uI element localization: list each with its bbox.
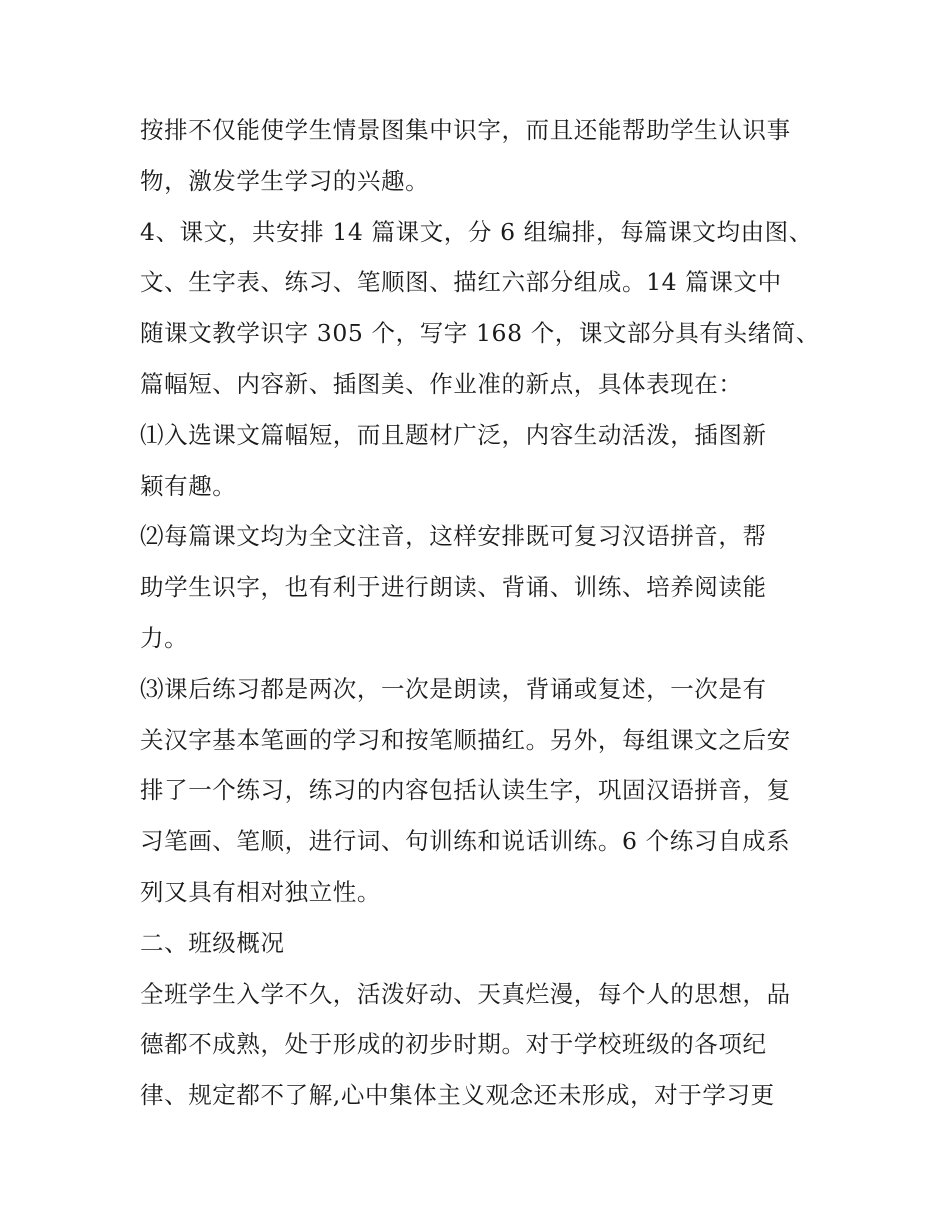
text-line: 排了一个练习，练习的内容包括认读生字，巩固汉语拼音，复 xyxy=(140,776,791,805)
text-line: 随课文教学识字 305 个，写字 168 个，课文部分具有头绪简、 xyxy=(140,319,820,348)
text-line: 颖有趣。 xyxy=(140,471,237,500)
text-line: ⑵每篇课文均为全文注音，这样安排既可复习汉语拼音，帮 xyxy=(140,522,767,551)
paragraph-texts-overview xyxy=(140,207,820,410)
text-line: 按排不仅能使学生情景图集中识字，而且还能帮助学生认识事 xyxy=(140,116,791,144)
text-line: 力。 xyxy=(140,623,189,652)
text-line: 4、课文，共安排 14 篇课文，分 6 组编排，每篇课文均由图、 xyxy=(140,217,813,246)
text-line: 篇幅短、内容新、插图美、作业准的新点，具体表现在： xyxy=(140,369,743,398)
text-line: ⑴入选课文篇幅短，而且题材广泛，内容生动活泼，插图新 xyxy=(140,420,767,449)
paragraph-item-3 xyxy=(140,664,815,918)
text-line: 助学生识字，也有利于进行朗读、背诵、训练、培养阅读能 xyxy=(140,573,767,602)
paragraph-class-overview xyxy=(140,969,815,1121)
document-page xyxy=(140,105,820,1121)
text-line: 物，激发学生学习的兴趣。 xyxy=(140,166,430,195)
section-heading: 二、班级概况 xyxy=(140,928,285,957)
paragraph-literacy-intro xyxy=(140,105,815,207)
text-line: 列又具有相对独立性。 xyxy=(140,877,381,906)
section-heading-class-overview xyxy=(140,918,815,969)
text-line: 德都不成熟，处于形成的初步时期。对于学校班级的各项纪 xyxy=(140,1030,767,1059)
text-line: 习笔画、笔顺，进行词、句训练和说话训练。6 个练习自成系 xyxy=(140,827,791,856)
text-line: 文、生字表、练习、笔顺图、描红六部分组成。14 篇课文中 xyxy=(140,268,782,297)
text-line: ⑶课后练习都是两次，一次是朗读，背诵或复述，一次是有 xyxy=(140,674,767,703)
text-line: 律、规定都不了解,心中集体主义观念还未形成，对于学习更 xyxy=(140,1081,775,1110)
paragraph-item-2 xyxy=(140,511,815,663)
text-line: 全班学生入学不久，活泼好动、天真烂漫，每个人的思想，品 xyxy=(140,979,791,1008)
text-line: 关汉字基本笔画的学习和按笔顺描红。另外，每组课文之后安 xyxy=(140,725,791,754)
paragraph-item-1 xyxy=(140,410,815,512)
